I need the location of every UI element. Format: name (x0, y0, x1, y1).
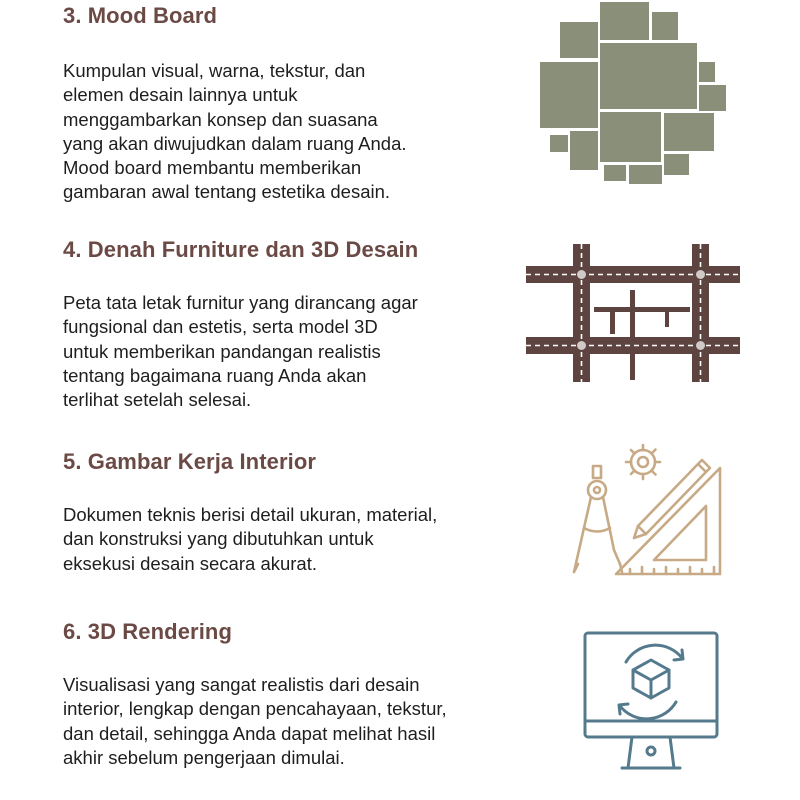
section-title: 5. Gambar Kerja Interior (63, 449, 317, 474)
floor-plan-icon (524, 242, 742, 386)
section-description: Dokumen teknis berisi detail ukuran, material, dan konstruksi yang dibutuhkan untuk eksekusi desain secara akurat. (63, 504, 438, 574)
section-description: Kumpulan visual, warna, tekstur, dan elemen desain lainnya untuk menggambarkan konsep dan suasana yang akan diwujudkan dalam ruang Anda. Mood board membantu memberikan gambaran awal tentang estetika desain. (63, 60, 407, 203)
mood-board-collage-icon (538, 0, 730, 186)
monitor-3d-render-icon (582, 630, 720, 772)
section-title: 3. Mood Board (63, 3, 218, 28)
section-description: Visualisasi yang sangat realistis dari desain interior, lengkap dengan pencahayaan, tekstur, dan detail, sehingga Anda dapat melihat hasil akhir sebelum pengerjaan dimulai. (63, 674, 447, 768)
section-title: 6. 3D Rendering (63, 619, 232, 644)
drafting-tools-icon (570, 440, 724, 578)
section-title: 4. Denah Furniture dan 3D Desain (63, 237, 419, 262)
section-description: Peta tata letak furnitur yang dirancang agar fungsional dan estetis, serta model 3D untuk memberikan pandangan realistis tentang bagaimana ruang Anda akan terlihat setelah selesai. (63, 292, 418, 411)
